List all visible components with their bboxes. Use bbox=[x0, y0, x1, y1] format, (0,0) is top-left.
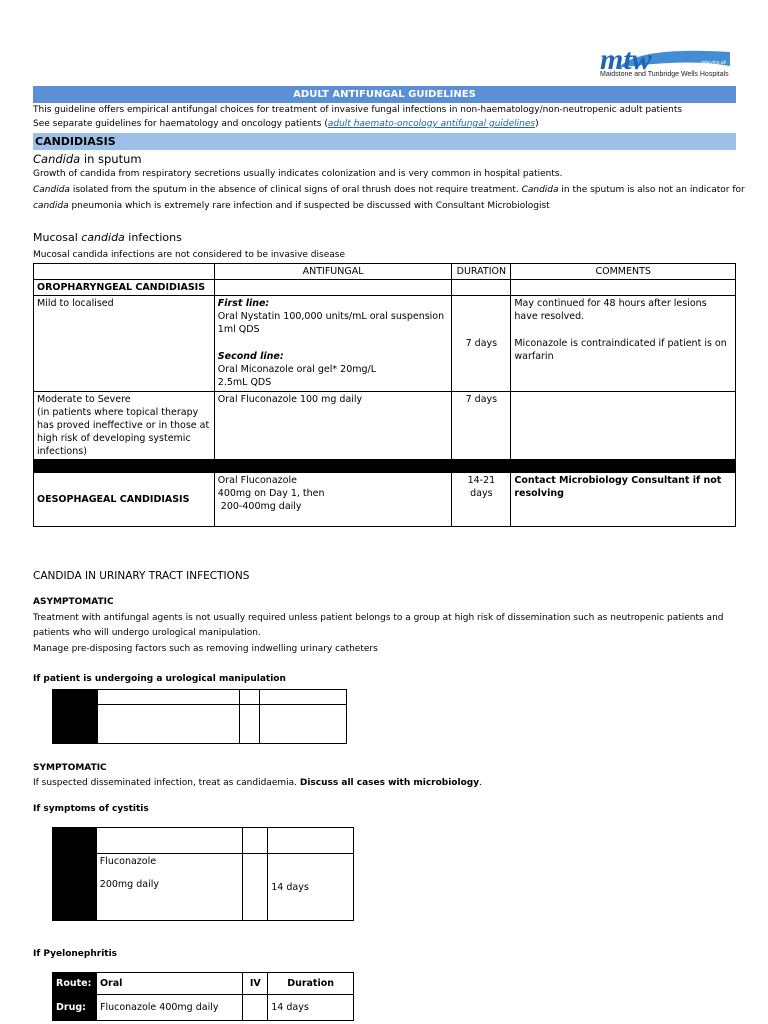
intro-line-2 bbox=[33, 117, 539, 131]
sym-text-c: . bbox=[479, 778, 482, 788]
table-row bbox=[34, 280, 736, 296]
cystitis-drug-1: Fluconazole bbox=[99, 856, 157, 867]
black-divider bbox=[34, 460, 736, 473]
table-row bbox=[34, 296, 736, 392]
urological-manipulation-table bbox=[52, 689, 347, 744]
second-line-text-1: Oral Miconazole oral gel* 20mg/L bbox=[217, 364, 377, 375]
sputum-p3-text: pneumonia which is extremely rare infection and if suspected be discussed with Consultant Microbiologist bbox=[68, 201, 550, 211]
duration-label: Duration bbox=[268, 973, 354, 995]
second-line-text-2: 2.5mL QDS bbox=[217, 377, 272, 388]
table-cell bbox=[511, 392, 736, 460]
route-label: Route: bbox=[53, 973, 97, 995]
symptomatic-heading: SYMPTOMATIC bbox=[33, 763, 107, 773]
sputum-heading bbox=[33, 151, 142, 167]
table-header-row bbox=[34, 264, 736, 280]
table-row bbox=[53, 854, 354, 921]
asym-paragraph-2: patients who will undergo urological manipulation. bbox=[33, 628, 261, 638]
table-cell bbox=[240, 690, 260, 705]
table-row bbox=[34, 392, 736, 460]
page-title: ADULT ANTIFUNGAL GUIDELINES bbox=[33, 86, 736, 103]
second-line-label: Second line: bbox=[217, 351, 284, 362]
haemato-oncology-guidelines-link[interactable]: adult haemato-oncology antifungal guidelines bbox=[327, 119, 536, 129]
oesophageal-duration: 14-21 days bbox=[452, 473, 511, 527]
table-cell-black bbox=[53, 690, 98, 705]
sputum-paragraph-2 bbox=[33, 183, 745, 197]
table-cell bbox=[97, 705, 239, 744]
moderate-label-2: (in patients where topical therapy has proved ineffective or in those at high risk of developing systemic infections) bbox=[37, 407, 210, 457]
mucosal-heading-c: infections bbox=[124, 231, 182, 244]
first-line-label: First line: bbox=[217, 298, 270, 309]
iv-label: IV bbox=[243, 973, 268, 995]
intro-line-1: This guideline offers empirical antifungal choices for treatment of invasive fungal infections in non-haematology/non-neutropenic adult patients bbox=[33, 105, 683, 115]
mild-comments-cell bbox=[511, 296, 736, 392]
urinary-heading: CANDIDA IN URINARY TRACT INFECTIONS bbox=[33, 570, 250, 582]
table-cell bbox=[97, 690, 239, 705]
mucosal-note: Mucosal candida infections are not considered to be invasive disease bbox=[33, 250, 345, 260]
sputum-p2-text-d: in the sputum is also not an indicator for bbox=[558, 185, 745, 195]
sputum-p2-italic-c: Candida bbox=[521, 185, 559, 195]
table-cell bbox=[243, 995, 268, 1021]
sputum-p2-italic-a: Candida bbox=[33, 185, 70, 195]
table-cell bbox=[240, 705, 260, 744]
cystitis-duration: 14 days bbox=[268, 854, 354, 921]
table-cell-black bbox=[53, 828, 97, 854]
cystitis-drug-cell bbox=[96, 854, 243, 921]
table-header-cell: DURATION bbox=[452, 264, 511, 280]
mild-label: Mild to localised bbox=[34, 296, 215, 392]
logo-text: mtw bbox=[600, 44, 652, 74]
logo-url-text: mtw.nhs.uk bbox=[701, 60, 727, 66]
oesophageal-drug-cell bbox=[214, 473, 452, 527]
pyelonephritis-table bbox=[52, 972, 354, 1021]
asymptomatic-heading: ASYMPTOMATIC bbox=[33, 597, 114, 607]
sym-text-bold: Discuss all cases with microbiology bbox=[299, 778, 480, 788]
sputum-paragraph-3 bbox=[33, 199, 550, 213]
drug-value: Fluconazole 400mg daily bbox=[96, 995, 242, 1021]
asym-paragraph-3: Manage pre-disposing factors such as removing indwelling urinary catheters bbox=[33, 644, 378, 654]
section-heading-candidiasis: CANDIDIASIS bbox=[33, 133, 736, 150]
table-row bbox=[34, 473, 736, 527]
mild-antifungal-cell bbox=[214, 296, 452, 392]
table-header-cell: COMMENTS bbox=[511, 264, 736, 280]
sputum-p2-text-b: isolated from the sputum in the absence of clinical signs of oral thrush does not require treatment. bbox=[69, 185, 522, 195]
table-row bbox=[53, 973, 354, 995]
table-header-cell bbox=[34, 264, 215, 280]
sputum-p3-italic: candida bbox=[33, 201, 69, 211]
moderate-label-cell bbox=[34, 392, 215, 460]
asym-paragraph-1: Treatment with antifungal agents is not usually required unless patient belongs to a group at high risk of dissemination such as neutropenic patients and bbox=[33, 613, 724, 623]
mild-comment-2: Miconazole is contraindicated if patient is on warfarin bbox=[514, 338, 727, 362]
pyelonephritis-heading: If Pyelonephritis bbox=[33, 949, 118, 959]
table-cell bbox=[243, 828, 268, 854]
table-cell bbox=[96, 828, 243, 854]
table-cell-black bbox=[53, 705, 98, 744]
table-row bbox=[53, 828, 354, 854]
logo-subtitle: Maidstone and Tunbridge Wells Hospitals bbox=[600, 71, 729, 78]
drug-label: Drug: bbox=[53, 995, 97, 1021]
duration-value: 14 days bbox=[268, 995, 354, 1021]
oesophageal-label: OESOPHAGEAL CANDIDIASIS bbox=[34, 473, 215, 527]
table-cell bbox=[243, 854, 268, 921]
urological-manipulation-heading: If patient is undergoing a urological manipulation bbox=[33, 674, 286, 684]
table-cell bbox=[260, 705, 347, 744]
mild-comment-1: May continued for 48 hours after lesions have resolved. bbox=[514, 298, 707, 322]
oeso-drug-3: 200-400mg daily bbox=[217, 501, 302, 512]
route-value: Oral bbox=[96, 973, 242, 995]
mucosal-heading bbox=[33, 230, 182, 246]
mtw-logo-graphic bbox=[598, 44, 738, 74]
table-row bbox=[53, 690, 347, 705]
table-divider-row bbox=[34, 460, 736, 473]
sym-text-a: If suspected disseminated infection, treat as candidaemia. bbox=[33, 778, 300, 788]
moderate-label-1: Moderate to Severe bbox=[37, 394, 131, 405]
oeso-drug-2: 400mg on Day 1, then bbox=[217, 488, 325, 499]
cystitis-table bbox=[52, 827, 354, 921]
sputum-heading-rest: in sputum bbox=[80, 152, 142, 166]
sputum-paragraph-1: Growth of candida from respiratory secretions usually indicates colonization and is very common in hospital patients. bbox=[33, 169, 563, 179]
first-line-text-2: 1ml QDS bbox=[217, 324, 260, 335]
moderate-duration: 7 days bbox=[452, 392, 511, 460]
mucosal-heading-italic: candida bbox=[81, 231, 125, 244]
table-header-cell: ANTIFUNGAL bbox=[214, 264, 452, 280]
cystitis-heading: If symptoms of cystitis bbox=[33, 804, 149, 814]
table-row bbox=[53, 705, 347, 744]
symptomatic-paragraph bbox=[33, 776, 482, 790]
mucosal-heading-a: Mucosal bbox=[33, 231, 82, 244]
oesophageal-comment: Contact Microbiology Consultant if not resolving bbox=[511, 473, 736, 527]
table-cell bbox=[511, 280, 736, 296]
oropharyngeal-heading: OROPHARYNGEAL CANDIDIASIS bbox=[34, 280, 215, 296]
oeso-drug-1: Oral Fluconazole bbox=[217, 475, 297, 486]
intro-line-2-prefix: See separate guidelines for haematology and oncology patients ( bbox=[33, 119, 328, 129]
mtw-logo bbox=[598, 44, 738, 84]
table-cell bbox=[260, 690, 347, 705]
table-cell-black bbox=[53, 854, 97, 921]
mild-duration: 7 days bbox=[452, 296, 511, 392]
table-cell bbox=[452, 280, 511, 296]
mucosal-candida-table bbox=[33, 263, 736, 527]
moderate-drug: Oral Fluconazole 100 mg daily bbox=[214, 392, 452, 460]
cystitis-drug-2: 200mg daily bbox=[99, 879, 159, 890]
table-cell bbox=[214, 280, 452, 296]
first-line-text-1: Oral Nystatin 100,000 units/mL oral suspension bbox=[217, 311, 445, 322]
table-cell bbox=[268, 828, 354, 854]
intro-line-2-suffix: ) bbox=[535, 119, 539, 129]
table-row bbox=[53, 995, 354, 1021]
sputum-heading-italic: Candida bbox=[33, 152, 81, 166]
